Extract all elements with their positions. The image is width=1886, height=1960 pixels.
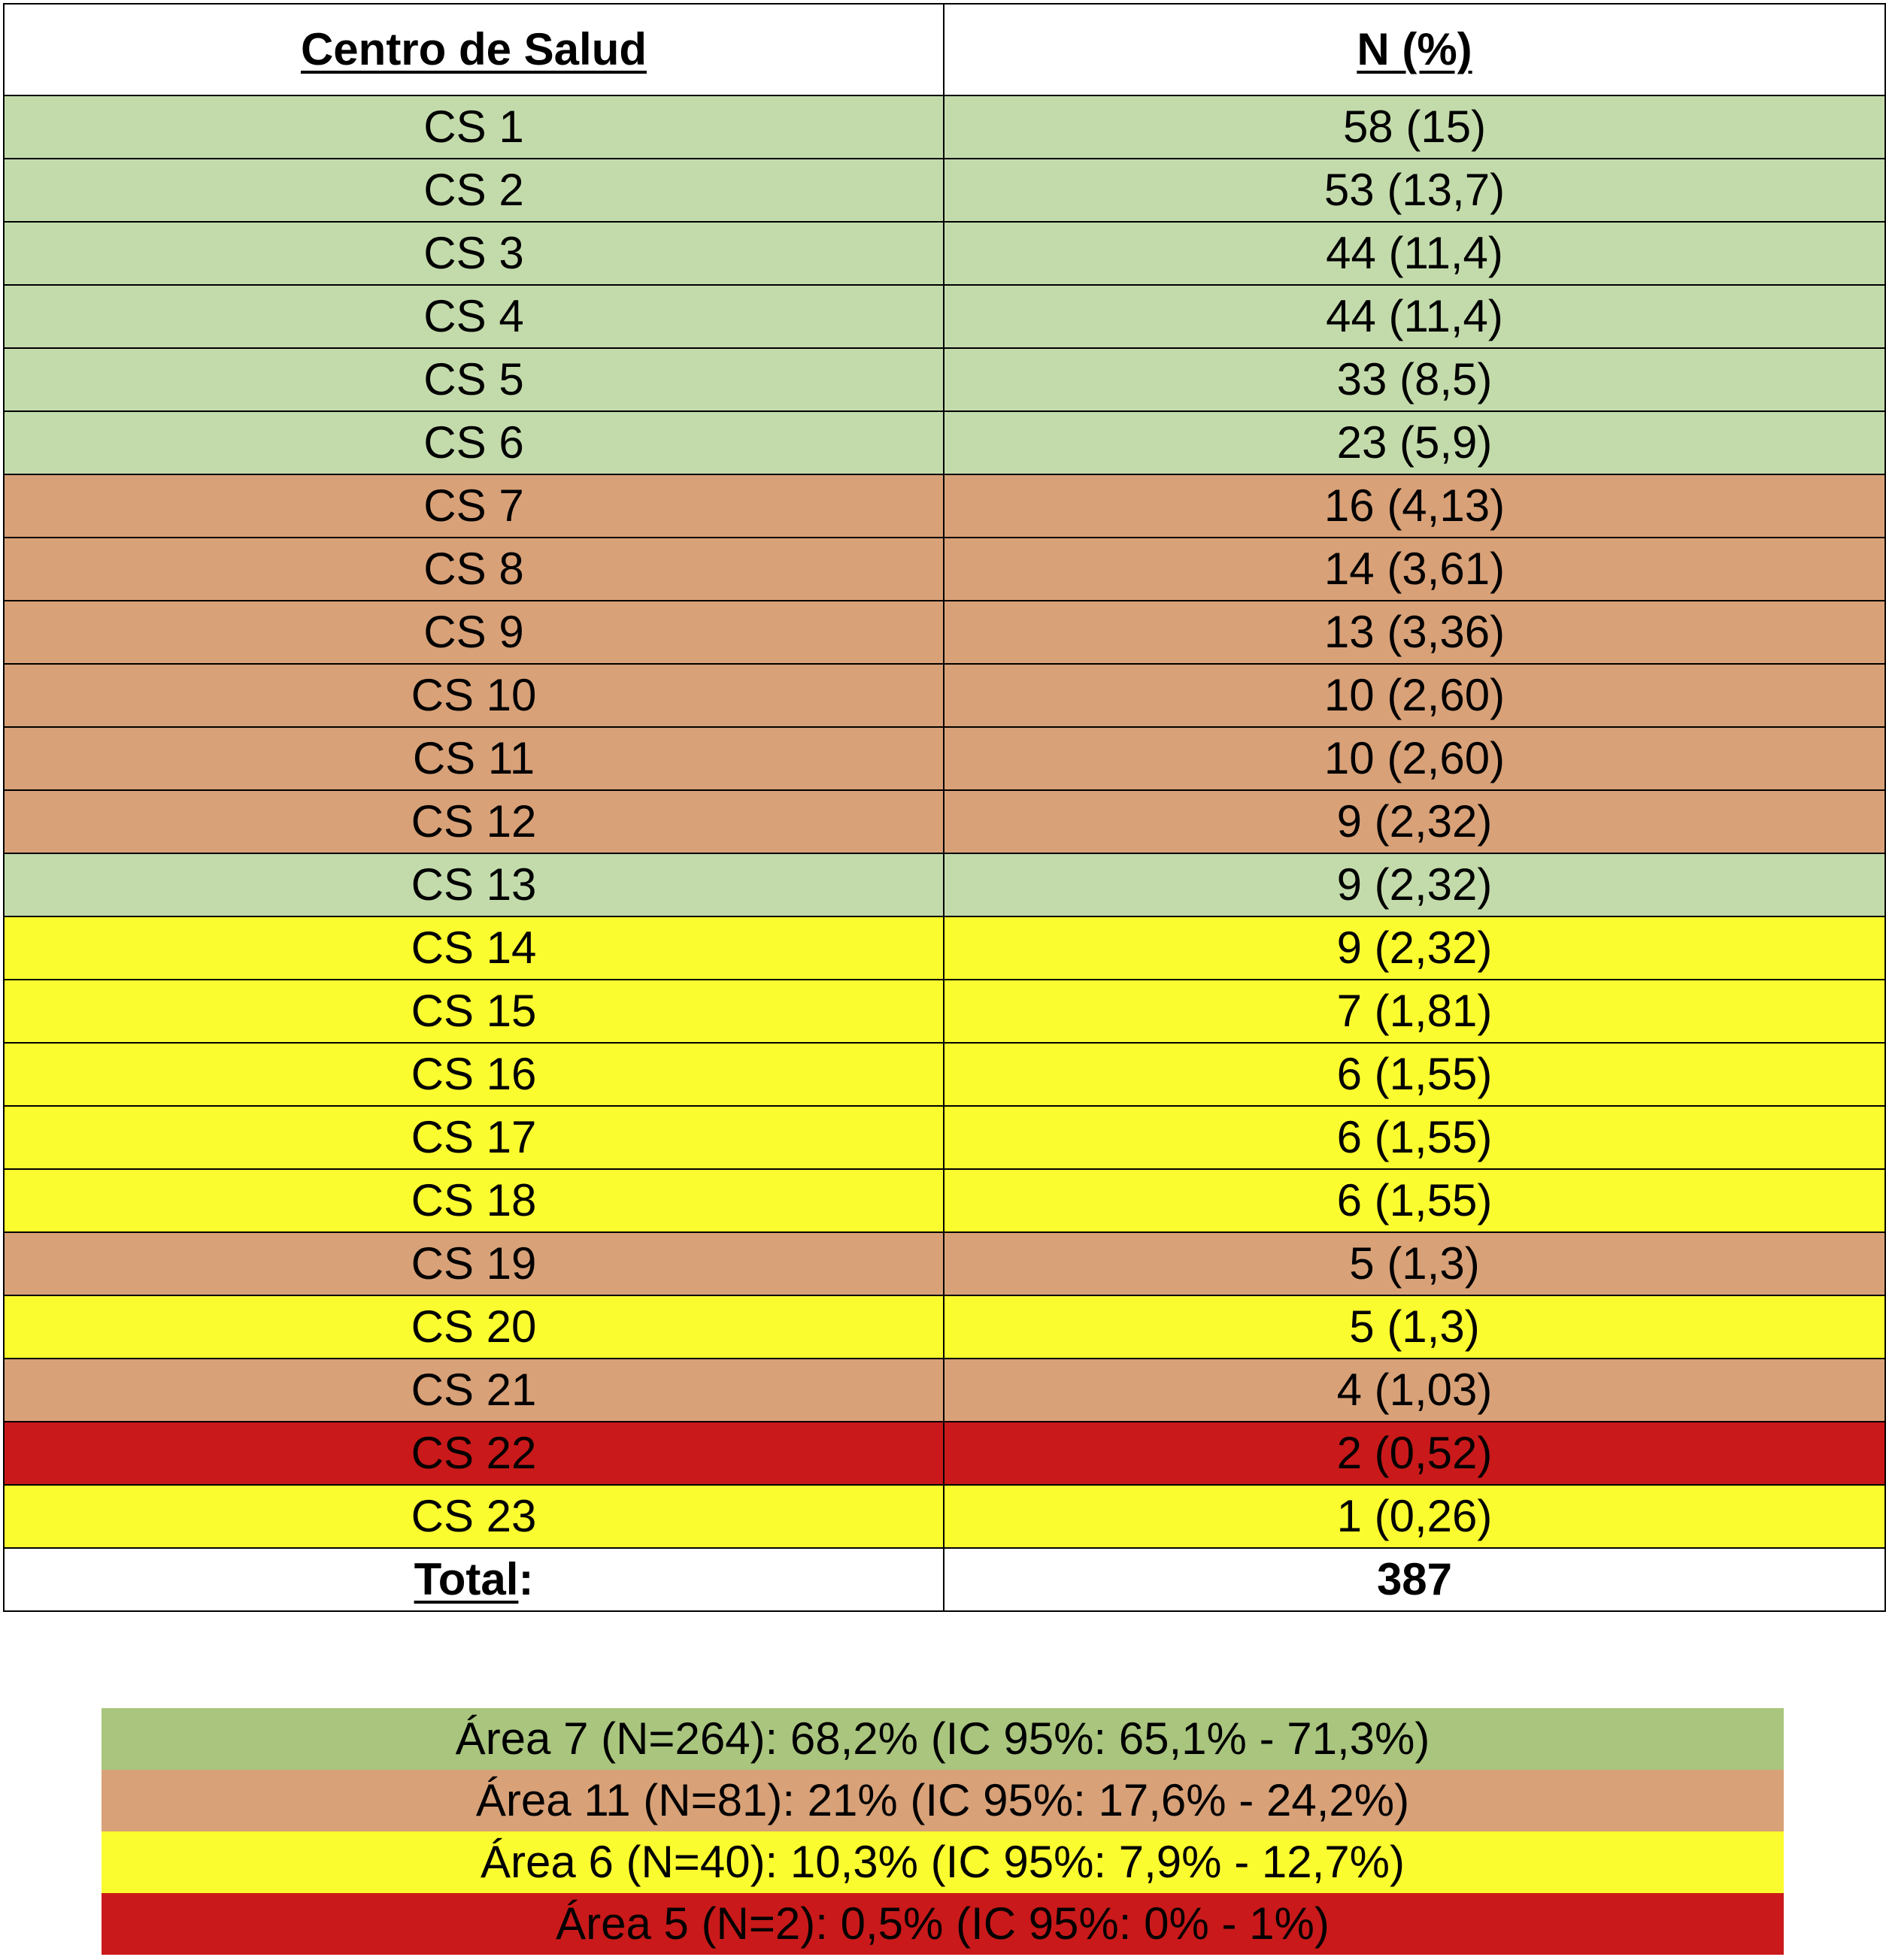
- centro-cell: CS 22: [4, 1422, 944, 1485]
- centro-cell: CS 23: [4, 1485, 944, 1548]
- centro-cell: CS 1: [4, 95, 944, 159]
- centro-cell: CS 20: [4, 1295, 944, 1359]
- centro-cell: CS 7: [4, 474, 944, 538]
- table-row: [4, 538, 1885, 601]
- total-label: Total: [414, 1554, 519, 1604]
- total-label-cell: [4, 1548, 944, 1611]
- table-row: [4, 95, 1885, 159]
- table-row: [4, 1232, 1885, 1295]
- legend-row: Área 7 (N=264): 68,2% (IC 95%: 65,1% - 71,3%): [102, 1708, 1784, 1770]
- table-row: [4, 727, 1885, 790]
- legend-row: Área 5 (N=2): 0,5% (IC 95%: 0% - 1%): [102, 1893, 1784, 1955]
- centro-cell: CS 11: [4, 727, 944, 790]
- health-center-table: [3, 3, 1886, 1612]
- table-row: [4, 1043, 1885, 1106]
- centro-cell: CS 3: [4, 222, 944, 285]
- centro-cell: CS 19: [4, 1232, 944, 1295]
- n-percent-cell: 9 (2,32): [944, 916, 1885, 980]
- centro-cell: CS 17: [4, 1106, 944, 1169]
- header-n-label: N (%): [1357, 24, 1472, 74]
- centro-cell: CS 4: [4, 285, 944, 348]
- centro-cell: CS 5: [4, 348, 944, 411]
- table-row: [4, 285, 1885, 348]
- centro-cell: CS 21: [4, 1359, 944, 1422]
- n-percent-cell: 4 (1,03): [944, 1359, 1885, 1422]
- centro-cell: CS 15: [4, 980, 944, 1043]
- area-legend: [102, 1708, 1784, 1955]
- n-percent-cell: 44 (11,4): [944, 222, 1885, 285]
- table-row: [4, 790, 1885, 853]
- n-percent-cell: 10 (2,60): [944, 664, 1885, 727]
- n-percent-cell: 5 (1,3): [944, 1295, 1885, 1359]
- centro-cell: CS 9: [4, 601, 944, 664]
- table-row: [4, 916, 1885, 980]
- legend-row: Área 6 (N=40): 10,3% (IC 95%: 7,9% - 12,7%): [102, 1831, 1784, 1893]
- n-percent-cell: 14 (3,61): [944, 538, 1885, 601]
- table-row: [4, 348, 1885, 411]
- n-percent-cell: 23 (5,9): [944, 411, 1885, 474]
- table-row: [4, 1359, 1885, 1422]
- header-n: [944, 4, 1885, 95]
- table-row: [4, 601, 1885, 664]
- header-centro: [4, 4, 944, 95]
- table-row: [4, 222, 1885, 285]
- table-row: [4, 980, 1885, 1043]
- centro-cell: CS 14: [4, 916, 944, 980]
- table-header-row: [4, 4, 1885, 95]
- n-percent-cell: 6 (1,55): [944, 1043, 1885, 1106]
- n-percent-cell: 44 (11,4): [944, 285, 1885, 348]
- table-row: [4, 1169, 1885, 1232]
- n-percent-cell: 16 (4,13): [944, 474, 1885, 538]
- table-row: [4, 1422, 1885, 1485]
- n-percent-cell: 2 (0,52): [944, 1422, 1885, 1485]
- table-row: [4, 159, 1885, 222]
- n-percent-cell: 9 (2,32): [944, 853, 1885, 916]
- n-percent-cell: 58 (15): [944, 95, 1885, 159]
- centro-cell: CS 13: [4, 853, 944, 916]
- centro-cell: CS 16: [4, 1043, 944, 1106]
- n-percent-cell: 6 (1,55): [944, 1106, 1885, 1169]
- n-percent-cell: 9 (2,32): [944, 790, 1885, 853]
- centro-cell: CS 2: [4, 159, 944, 222]
- table-row: [4, 1485, 1885, 1548]
- n-percent-cell: 1 (0,26): [944, 1485, 1885, 1548]
- centro-cell: CS 10: [4, 664, 944, 727]
- n-percent-cell: 6 (1,55): [944, 1169, 1885, 1232]
- table-row: [4, 853, 1885, 916]
- n-percent-cell: 13 (3,36): [944, 601, 1885, 664]
- table-row: [4, 474, 1885, 538]
- legend-row: Área 11 (N=81): 21% (IC 95%: 17,6% - 24,2%): [102, 1770, 1784, 1831]
- table-row: [4, 1295, 1885, 1359]
- centro-cell: CS 12: [4, 790, 944, 853]
- centro-cell: CS 6: [4, 411, 944, 474]
- table-row: [4, 1106, 1885, 1169]
- centro-cell: CS 18: [4, 1169, 944, 1232]
- total-row: [4, 1548, 1885, 1611]
- total-colon: :: [518, 1554, 534, 1604]
- table-body: [4, 4, 1885, 1611]
- header-centro-label: Centro de Salud: [300, 24, 647, 74]
- n-percent-cell: 5 (1,3): [944, 1232, 1885, 1295]
- n-percent-cell: 10 (2,60): [944, 727, 1885, 790]
- n-percent-cell: 7 (1,81): [944, 980, 1885, 1043]
- table-row: [4, 411, 1885, 474]
- n-percent-cell: 53 (13,7): [944, 159, 1885, 222]
- centro-cell: CS 8: [4, 538, 944, 601]
- total-value: 387: [944, 1548, 1885, 1611]
- table-row: [4, 664, 1885, 727]
- n-percent-cell: 33 (8,5): [944, 348, 1885, 411]
